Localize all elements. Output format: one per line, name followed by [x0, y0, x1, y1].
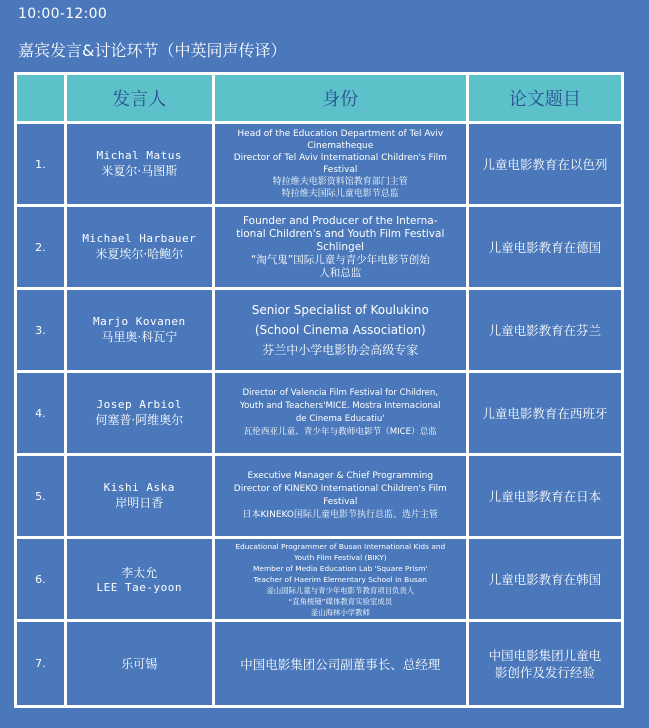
table-row [17, 456, 621, 536]
identity-cell [215, 539, 466, 619]
identity-line: 釜山海林小学教师 [310, 607, 370, 617]
row-number: 6. [17, 539, 64, 619]
speaker-name-en: Michal Matus [96, 149, 183, 162]
identity-cell [215, 124, 466, 204]
speaker-name-en: Josep Arbiol [96, 398, 183, 411]
speaker-cell [67, 290, 212, 370]
table-row [17, 124, 621, 204]
header-identity: 身份 [215, 75, 466, 121]
identity-line: Schlingel [316, 240, 365, 253]
identity-line: Founder and Producer of the Interna- [243, 214, 438, 227]
speaker-name-cn: 米夏尔·马图斯 [101, 164, 178, 178]
identity-line: 人和总监 [319, 266, 362, 279]
identity-line: Executive Manager & Chief Programming [247, 471, 434, 481]
identity-line: 釜山国际儿童与青少年电影节教育项目负责人 [266, 585, 415, 595]
speaker-name-cn: 乐可锡 [121, 657, 158, 671]
identity-line: 芬兰中小学电影协会高级专家 [262, 343, 419, 357]
header-speaker: 发言人 [67, 75, 212, 121]
topic-cell: 儿童电影教育在日本 [469, 456, 621, 536]
row-number: 7. [17, 622, 64, 705]
topic-cell: 儿童电影教育在以色列 [469, 124, 621, 204]
row-number: 3. [17, 290, 64, 370]
table-row [17, 290, 621, 370]
session-time: 10:00-12:00 [18, 6, 108, 22]
identity-line: 日本KINEKO国际儿童电影节执行总监、选片主管 [242, 510, 439, 520]
identity-line: Youth and Teachers'MICE. Mostra Internacional [240, 401, 441, 411]
speaker-name-cn: 何塞普·阿维奥尔 [95, 413, 184, 427]
identity-line: (School Cinema Association) [254, 323, 426, 337]
identity-line: “直角棱镜”媒体教育实验室成员 [288, 596, 393, 606]
topic-cell: 儿童电影教育在芬兰 [469, 290, 621, 370]
row-number: 2. [17, 207, 64, 287]
identity-cell [215, 373, 466, 453]
identity-line: Member of Media Education Lab 'Square Prism' [253, 563, 428, 573]
speaker-name-en: Marjo Kovanen [93, 315, 186, 328]
identity-line: Festival [323, 497, 358, 507]
topic-cell [469, 622, 621, 705]
identity-cell [215, 622, 466, 705]
identity-line: 瓦伦西亚儿童、青少年与教师电影节（MICE）总监 [243, 427, 437, 437]
table-row [17, 622, 621, 705]
identity-line: Director of Tel Aviv International Children's Film [233, 153, 447, 163]
speaker-cell [67, 207, 212, 287]
row-number: 1. [17, 124, 64, 204]
topic-line: 影创作及发行经验 [494, 664, 595, 680]
speaker-name-en: Michael Harbauer [82, 232, 197, 245]
identity-cell [215, 456, 466, 536]
topic-line: 中国电影集团儿童电 [488, 647, 602, 663]
identity-line: Cinematheque [307, 141, 374, 151]
section-title: 嘉宾发言&讨论环节（中英同声传译） [18, 41, 287, 60]
speaker-cell [67, 373, 212, 453]
speaker-name-cn: 李太允 [121, 566, 158, 580]
identity-line: tional Children's and Youth Film Festival [236, 227, 445, 240]
row-number: 4. [17, 373, 64, 453]
speaker-table [14, 72, 624, 708]
identity-line: Educational Programmer of Busan International Kids and [235, 541, 446, 551]
header-topic: 论文题目 [469, 75, 621, 121]
identity-line: 特拉维夫国际儿童电影节总监 [281, 189, 399, 199]
identity-line: de Cinema Educatiu' [295, 414, 385, 424]
speaker-name-en: Kishi Aska [103, 481, 175, 494]
speaker-name-cn: 岸明日香 [115, 496, 164, 510]
identity-line: “淘气鬼”国际儿童与青少年电影节创始 [250, 253, 430, 266]
identity-cell [215, 207, 466, 287]
speaker-cell [67, 539, 212, 619]
header-number [17, 75, 64, 121]
speaker-cell [67, 622, 212, 705]
identity-line: Youth Film Festival (BIKY) [293, 552, 387, 562]
topic-cell: 儿童电影教育在西班牙 [469, 373, 621, 453]
identity-line: Teacher of Haerim Elementary School in Busan [253, 574, 427, 584]
speaker-cell [67, 124, 212, 204]
topic-cell: 儿童电影教育在德国 [469, 207, 621, 287]
table-row [17, 207, 621, 287]
table-header-row [17, 75, 621, 121]
identity-line: Director of KINEKO International Children's Film [233, 484, 447, 494]
table-row [17, 373, 621, 453]
row-number: 5. [17, 456, 64, 536]
identity-line: 特拉维夫电影资料馆教育部门主管 [272, 177, 408, 187]
speaker-cell [67, 456, 212, 536]
speaker-name-cn: 米夏埃尔·哈鲍尔 [95, 247, 184, 261]
identity-cell [215, 290, 466, 370]
topic-cell: 儿童电影教育在韩国 [469, 539, 621, 619]
identity-line: Director of Valencia Film Festival for Children, [242, 388, 439, 398]
identity-line: Senior Specialist of Koulukino [251, 303, 429, 317]
identity-line: Festival [323, 165, 358, 175]
identity-line: 中国电影集团公司副董事长、总经理 [240, 656, 441, 672]
identity-line: Head of the Education Department of Tel Aviv [237, 129, 444, 139]
speaker-name-en: LEE Tae-yoon [96, 581, 183, 594]
speaker-name-cn: 马里奥·科瓦宁 [101, 330, 178, 344]
table-row [17, 539, 621, 619]
